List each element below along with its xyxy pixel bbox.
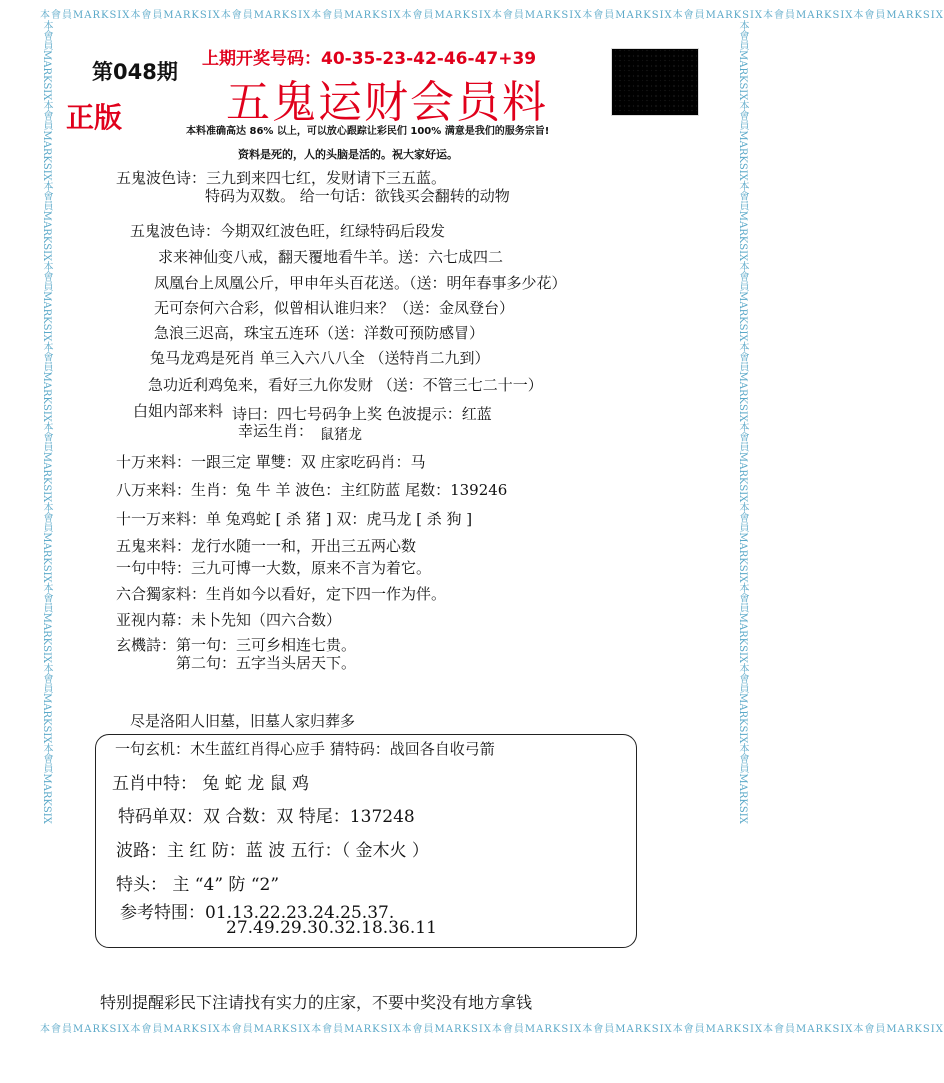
- page-title: 五鬼运财会员料: [226, 77, 548, 128]
- box-line: 一句玄机：木生蓝红肖得心应手 猜特码：战回各自收弓箭: [115, 740, 495, 758]
- box-line: 特头： 主 “4” 防 “2”: [116, 875, 280, 895]
- text-line: 亚视内幕：未卜先知（四六合数）: [116, 611, 342, 629]
- left-border-pattern: 本會員MARKSIX本會員MARKSIX本會員MARKSIX本會員MARKSIX本會員MARKSIX本會員MARKSIX本會員MARKSIX本會員MARKSIX本會員MARKSIX本會員MARKSIX: [41, 20, 52, 824]
- text-line: 诗曰：四七号码争上奖 色波提示：红蓝: [232, 405, 492, 423]
- text-line: 十万来料：一跟三定 單雙：双 庄家吃码肖：马: [116, 453, 426, 471]
- box-line: 参考特围：01.13.22.23.24.25.37.: [120, 903, 395, 923]
- bottom-border-pattern: 本會員MARKSIX本會員MARKSIX本會員MARKSIX本會員MARKSIX本會員MARKSIX本會員MARKSIX本會員MARKSIX本會員MARKSIX本會員MARKSIX本會員MARKSIX: [40, 1024, 944, 1035]
- qr-code-image: [611, 48, 699, 116]
- box-line: 特码单双：双 合数：双 特尾：137248: [118, 807, 415, 827]
- text-line: 幸运生肖：: [238, 422, 314, 440]
- text-line: 求来神仙变八戒，翻天覆地看牛羊。送：六七成四二: [158, 248, 504, 266]
- genuine-badge: 正版: [66, 101, 123, 134]
- issue-number: 第048期: [92, 60, 178, 84]
- text-line: 五鬼来料：龙行水随一一和，开出三五两心数: [116, 537, 417, 555]
- box-line: 五肖中特： 兔 蛇 龙 鼠 鸡: [112, 774, 310, 794]
- text-line: 特码为双数。 给一句话：欲钱买会翻转的动物: [205, 187, 510, 205]
- top-border-pattern: 本會員MARKSIX本會員MARKSIX本會員MARKSIX本會員MARKSIX本會員MARKSIX本會員MARKSIX本會員MARKSIX本會員MARKSIX本會員MARKSIX本會員MARKSIX: [40, 10, 944, 21]
- accuracy-note: 本料准确高达 86% 以上，可以放心跟踪让彩民们 100% 满意是我们的服务宗旨!: [186, 126, 550, 137]
- text-line: 一句中特：三九可博一大数，原来不言为着它。: [116, 559, 432, 577]
- text-line: 尽是洛阳人旧墓，旧墓人家归葬多: [130, 712, 356, 730]
- text-line: 五鬼波色诗：三九到来四七红，发财请下三五蓝。: [116, 169, 447, 187]
- text-line: 急功近利鸡兔来，看好三九你发财 （送：不管三七二十一）: [148, 376, 543, 394]
- text-line: 兔马龙鸡是死肖 单三入六八八全 （送特肖二九到）: [150, 349, 490, 367]
- text-line: 十一万来料：单 兔鸡蛇 [ 杀 猪 ] 双：虎马龙 [ 杀 狗 ]: [116, 510, 473, 528]
- luck-note: 资料是死的，人的头脑是活的。祝大家好运。: [238, 148, 458, 161]
- text-line: 五鬼波色诗：今期双红波色旺，红绿特码后段发: [130, 222, 446, 240]
- text-line: 玄機詩：第一句：三可乡相连七贵。: [116, 636, 357, 654]
- text-line: 鼠猪龙: [320, 427, 362, 443]
- text-line: 六合獨家料：生肖如今以看好，定下四一作为伴。: [116, 585, 447, 603]
- footer-warning: 特别提醒彩民下注请找有实力的庄家，不要中奖没有地方拿钱: [100, 993, 533, 1012]
- text-line: 第二句：五字当头居天下。: [176, 654, 357, 672]
- right-border-pattern: 本會員MARKSIX本會員MARKSIX本會員MARKSIX本會員MARKSIX本會員MARKSIX本會員MARKSIX本會員MARKSIX本會員MARKSIX本會員MARKSIX本會員MARKSIX: [737, 20, 748, 824]
- text-line: 八万来料：生肖：兔 牛 羊 波色：主红防蓝 尾数：139246: [116, 481, 508, 499]
- box-line: 27.49.29.30.32.18.36.11: [226, 918, 437, 938]
- text-line: 无可奈何六合彩，似曾相认谁归来？（送：金凤登台）: [154, 299, 515, 317]
- text-line: 凤凰台上凤凰公斤，甲申年头百花送。（送：明年春事多少花）: [154, 274, 567, 292]
- text-line: 白姐内部来料: [133, 402, 224, 420]
- last-draw-numbers: 上期开奖号码：40-35-23-42-46-47+39: [202, 49, 537, 69]
- text-line: 急浪三迟高，珠宝五连环（送：洋数可预防感冒）: [154, 324, 485, 342]
- box-line: 波路：主 红 防：蓝 波 五行：（ 金木火 ）: [116, 841, 429, 861]
